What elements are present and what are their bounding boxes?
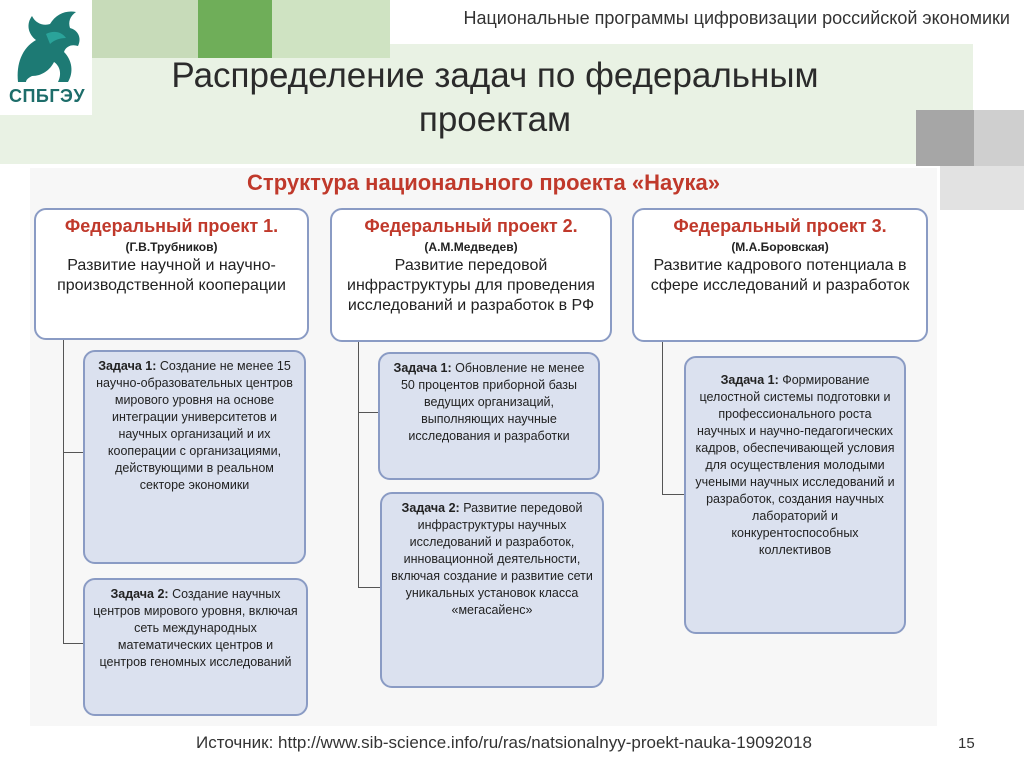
task-label: Задача 2: (110, 587, 169, 601)
project-description: Развитие научной и научно-производственной кооперации (57, 257, 286, 294)
diagram-title: Структура национального проекта «Наука» (247, 170, 720, 195)
project-2-task-1 (378, 352, 600, 480)
project-3-task-1 (684, 356, 906, 634)
project-1-task-2 (83, 578, 308, 716)
connector-line (358, 342, 359, 587)
connector-line (358, 412, 378, 413)
project-2-task-2 (380, 492, 604, 688)
logo (0, 0, 92, 115)
project-lead: (Г.В.Трубников) (125, 240, 218, 254)
task-label: Задача 1: (393, 361, 452, 375)
task-text: Формирование целостной системы подготовки и профессионального роста научных и научно-педагогических кадров, обеспечивающей условия для осуществления молодыми учеными научных исследований и разработок, создания научных лабораторий и конкурентоспособных коллективов (695, 373, 895, 557)
project-lead: (А.М.Медведев) (424, 240, 518, 254)
task-text: Создание научных центров мирового уровня, включая сеть международных математических центров и центров геномных исследований (93, 587, 298, 669)
project-1-task-1 (83, 350, 306, 564)
deco-block (916, 110, 974, 166)
connector-line (63, 340, 64, 643)
federal-project-1 (34, 208, 309, 340)
page-number: 15 (958, 735, 975, 752)
task-label: Задача 2: (401, 501, 460, 515)
deco-block (974, 110, 1024, 166)
connector-line (662, 342, 663, 494)
project-title: Федеральный проект 2. (364, 216, 578, 236)
task-label: Задача 1: (98, 359, 157, 373)
federal-project-2 (330, 208, 612, 342)
project-lead: (М.А.Боровская) (731, 240, 829, 254)
logo-text: СПБГЭУ (8, 86, 86, 106)
deco-block (940, 166, 1024, 210)
federal-project-3 (632, 208, 928, 342)
connector-line (662, 494, 684, 495)
source-link-text: Источник: http://www.sib-science.info/ru/ras/natsionalnyy-proekt-nauka-19092018 (196, 733, 812, 752)
project-title: Федеральный проект 1. (64, 216, 279, 236)
task-label: Задача 1: (720, 373, 779, 387)
header-subtitle: Национальные программы цифровизации российской экономики (463, 8, 1010, 28)
project-title: Федеральный проект 3. (673, 216, 887, 236)
connector-line (63, 452, 83, 453)
task-text: Создание не менее 15 научно-образовательных центров мирового уровня на основе интеграции университетов и научных организаций и их кооперации с организациями, действующими в реальном секторе экономики (96, 359, 293, 492)
project-description: Развитие кадрового потенциала в сфере исследований и разработок (650, 257, 910, 294)
deco-block (198, 0, 272, 58)
deco-block (90, 0, 198, 58)
project-description: Развитие передовой инфраструктуры для проведения исследований и разработок в РФ (347, 257, 595, 314)
connector-line (358, 587, 380, 588)
connector-line (63, 643, 83, 644)
task-text: Обновление не менее 50 процентов приборной базы ведущих организаций, выполняющих научные исследования и разработки (400, 361, 585, 443)
griffin-logo-icon (6, 4, 86, 88)
task-text: Развитие передовой инфраструктуры научных исследований и разработок, инновационной деятельности, включая создание и развитие сети уникальных установок класса «мегасайенс» (391, 501, 593, 617)
page-title: Распределение задач по федеральным проектам (171, 56, 819, 139)
